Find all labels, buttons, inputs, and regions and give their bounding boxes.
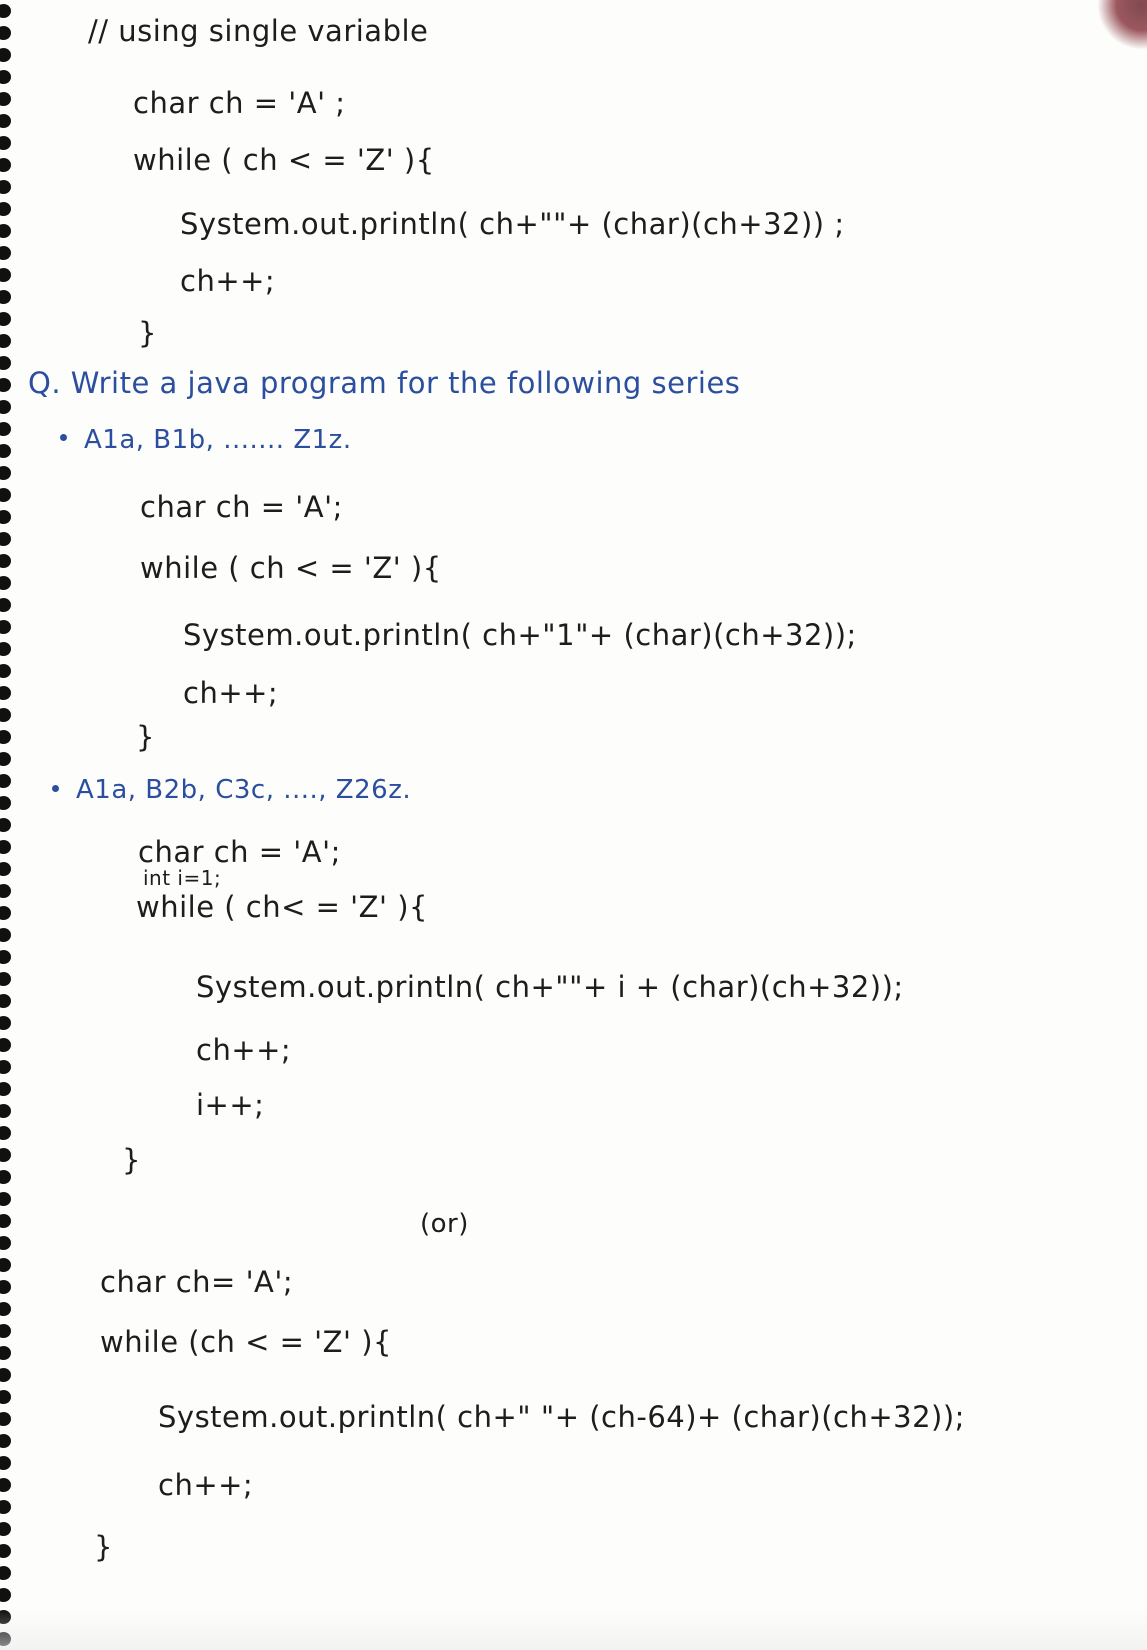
code-brace: } [94, 1530, 113, 1564]
binding-hole [0, 994, 11, 1008]
code-line: while ( ch < = 'Z' ){ [133, 143, 435, 177]
code-line: char ch= 'A'; [100, 1265, 294, 1299]
binding-hole [0, 686, 11, 700]
binding-hole [0, 158, 11, 172]
code-brace: } [138, 316, 157, 350]
binding-hole [0, 4, 11, 18]
code-line: int i=1; [143, 866, 222, 890]
binding-hole [0, 1280, 11, 1294]
binding-hole [0, 1060, 11, 1074]
binding-hole [0, 1544, 11, 1558]
binding-hole [0, 1566, 11, 1580]
binding-hole [0, 1192, 11, 1206]
binding-hole [0, 598, 11, 612]
binding-hole [0, 268, 11, 282]
binding-hole [0, 1126, 11, 1140]
code-line: System.out.println( ch+""+ (char)(ch+32)) ; [180, 207, 845, 241]
binding-hole [0, 180, 11, 194]
binding-hole [0, 1368, 11, 1382]
binding-hole [0, 1346, 11, 1360]
binding-hole [0, 356, 11, 370]
binding-hole [0, 1434, 11, 1448]
bullet-icon [60, 434, 67, 441]
binding-hole [0, 378, 11, 392]
code-line: char ch = 'A' ; [133, 86, 346, 120]
binding-hole [0, 1016, 11, 1030]
binding-hole [0, 642, 11, 656]
binding-hole [0, 774, 11, 788]
binding-hole [0, 1390, 11, 1404]
binding-hole [0, 1500, 11, 1514]
binding-hole [0, 510, 11, 524]
binding-hole [0, 664, 11, 678]
binding-hole [0, 1082, 11, 1096]
or-label: (or) [420, 1209, 469, 1239]
binding-hole [0, 224, 11, 238]
binding-hole [0, 1104, 11, 1118]
comment-line: // using single variable [88, 14, 429, 48]
binding-hole [0, 884, 11, 898]
code-line: char ch = 'A'; [140, 490, 343, 524]
binding-hole [0, 70, 11, 84]
code-line: ch++; [196, 1033, 292, 1067]
binding-hole [0, 1258, 11, 1272]
code-line: while ( ch< = 'Z' ){ [136, 890, 428, 924]
code-line: System.out.println( ch+"1"+ (char)(ch+32)); [183, 618, 857, 652]
binding-hole [0, 334, 11, 348]
binding-hole [0, 576, 11, 590]
binding-hole [0, 1478, 11, 1492]
spiral-binding [0, 0, 16, 1650]
code-line: while (ch < = 'Z' ){ [100, 1325, 392, 1359]
code-line: System.out.println( ch+""+ i + (char)(ch+32)); [196, 970, 904, 1004]
binding-hole [0, 1236, 11, 1250]
binding-hole [0, 26, 11, 40]
binding-hole [0, 708, 11, 722]
code-line: i++; [196, 1088, 265, 1122]
binding-hole [0, 554, 11, 568]
page-corner-shadow [1097, 0, 1147, 50]
question-heading: Q. Write a java program for the following series [28, 366, 741, 400]
binding-hole [0, 466, 11, 480]
binding-hole [0, 1588, 11, 1602]
binding-hole [0, 488, 11, 502]
code-line: ch++; [183, 676, 279, 710]
binding-hole [0, 48, 11, 62]
bullet-icon [52, 785, 59, 792]
code-brace: } [136, 720, 155, 754]
code-line: char ch = 'A'; [138, 835, 341, 869]
binding-hole [0, 1148, 11, 1162]
code-brace: } [122, 1143, 141, 1177]
binding-hole [0, 92, 11, 106]
binding-hole [0, 1170, 11, 1184]
binding-hole [0, 1302, 11, 1316]
binding-hole [0, 1038, 11, 1052]
binding-hole [0, 444, 11, 458]
binding-hole [0, 840, 11, 854]
binding-hole [0, 532, 11, 546]
binding-hole [0, 114, 11, 128]
binding-hole [0, 246, 11, 260]
binding-hole [0, 818, 11, 832]
binding-hole [0, 1214, 11, 1228]
code-line: ch++; [180, 264, 276, 298]
binding-hole [0, 950, 11, 964]
code-line: System.out.println( ch+" "+ (ch-64)+ (char)(ch+32)); [158, 1400, 965, 1434]
series-label: A1a, B1b, ....... Z1z. [84, 425, 352, 455]
binding-hole [0, 422, 11, 436]
binding-hole [0, 1412, 11, 1426]
binding-hole [0, 730, 11, 744]
code-line: ch++; [158, 1468, 254, 1502]
binding-hole [0, 928, 11, 942]
page-bottom-shade [0, 1610, 1147, 1650]
binding-hole [0, 1456, 11, 1470]
code-line: while ( ch < = 'Z' ){ [140, 551, 442, 585]
series-label: A1a, B2b, C3c, ...., Z26z. [76, 775, 412, 805]
binding-hole [0, 972, 11, 986]
binding-hole [0, 796, 11, 810]
binding-hole [0, 752, 11, 766]
binding-hole [0, 290, 11, 304]
binding-hole [0, 1324, 11, 1338]
binding-hole [0, 400, 11, 414]
binding-hole [0, 312, 11, 326]
binding-hole [0, 862, 11, 876]
binding-hole [0, 906, 11, 920]
binding-hole [0, 202, 11, 216]
binding-hole [0, 136, 11, 150]
binding-hole [0, 620, 11, 634]
binding-hole [0, 1522, 11, 1536]
